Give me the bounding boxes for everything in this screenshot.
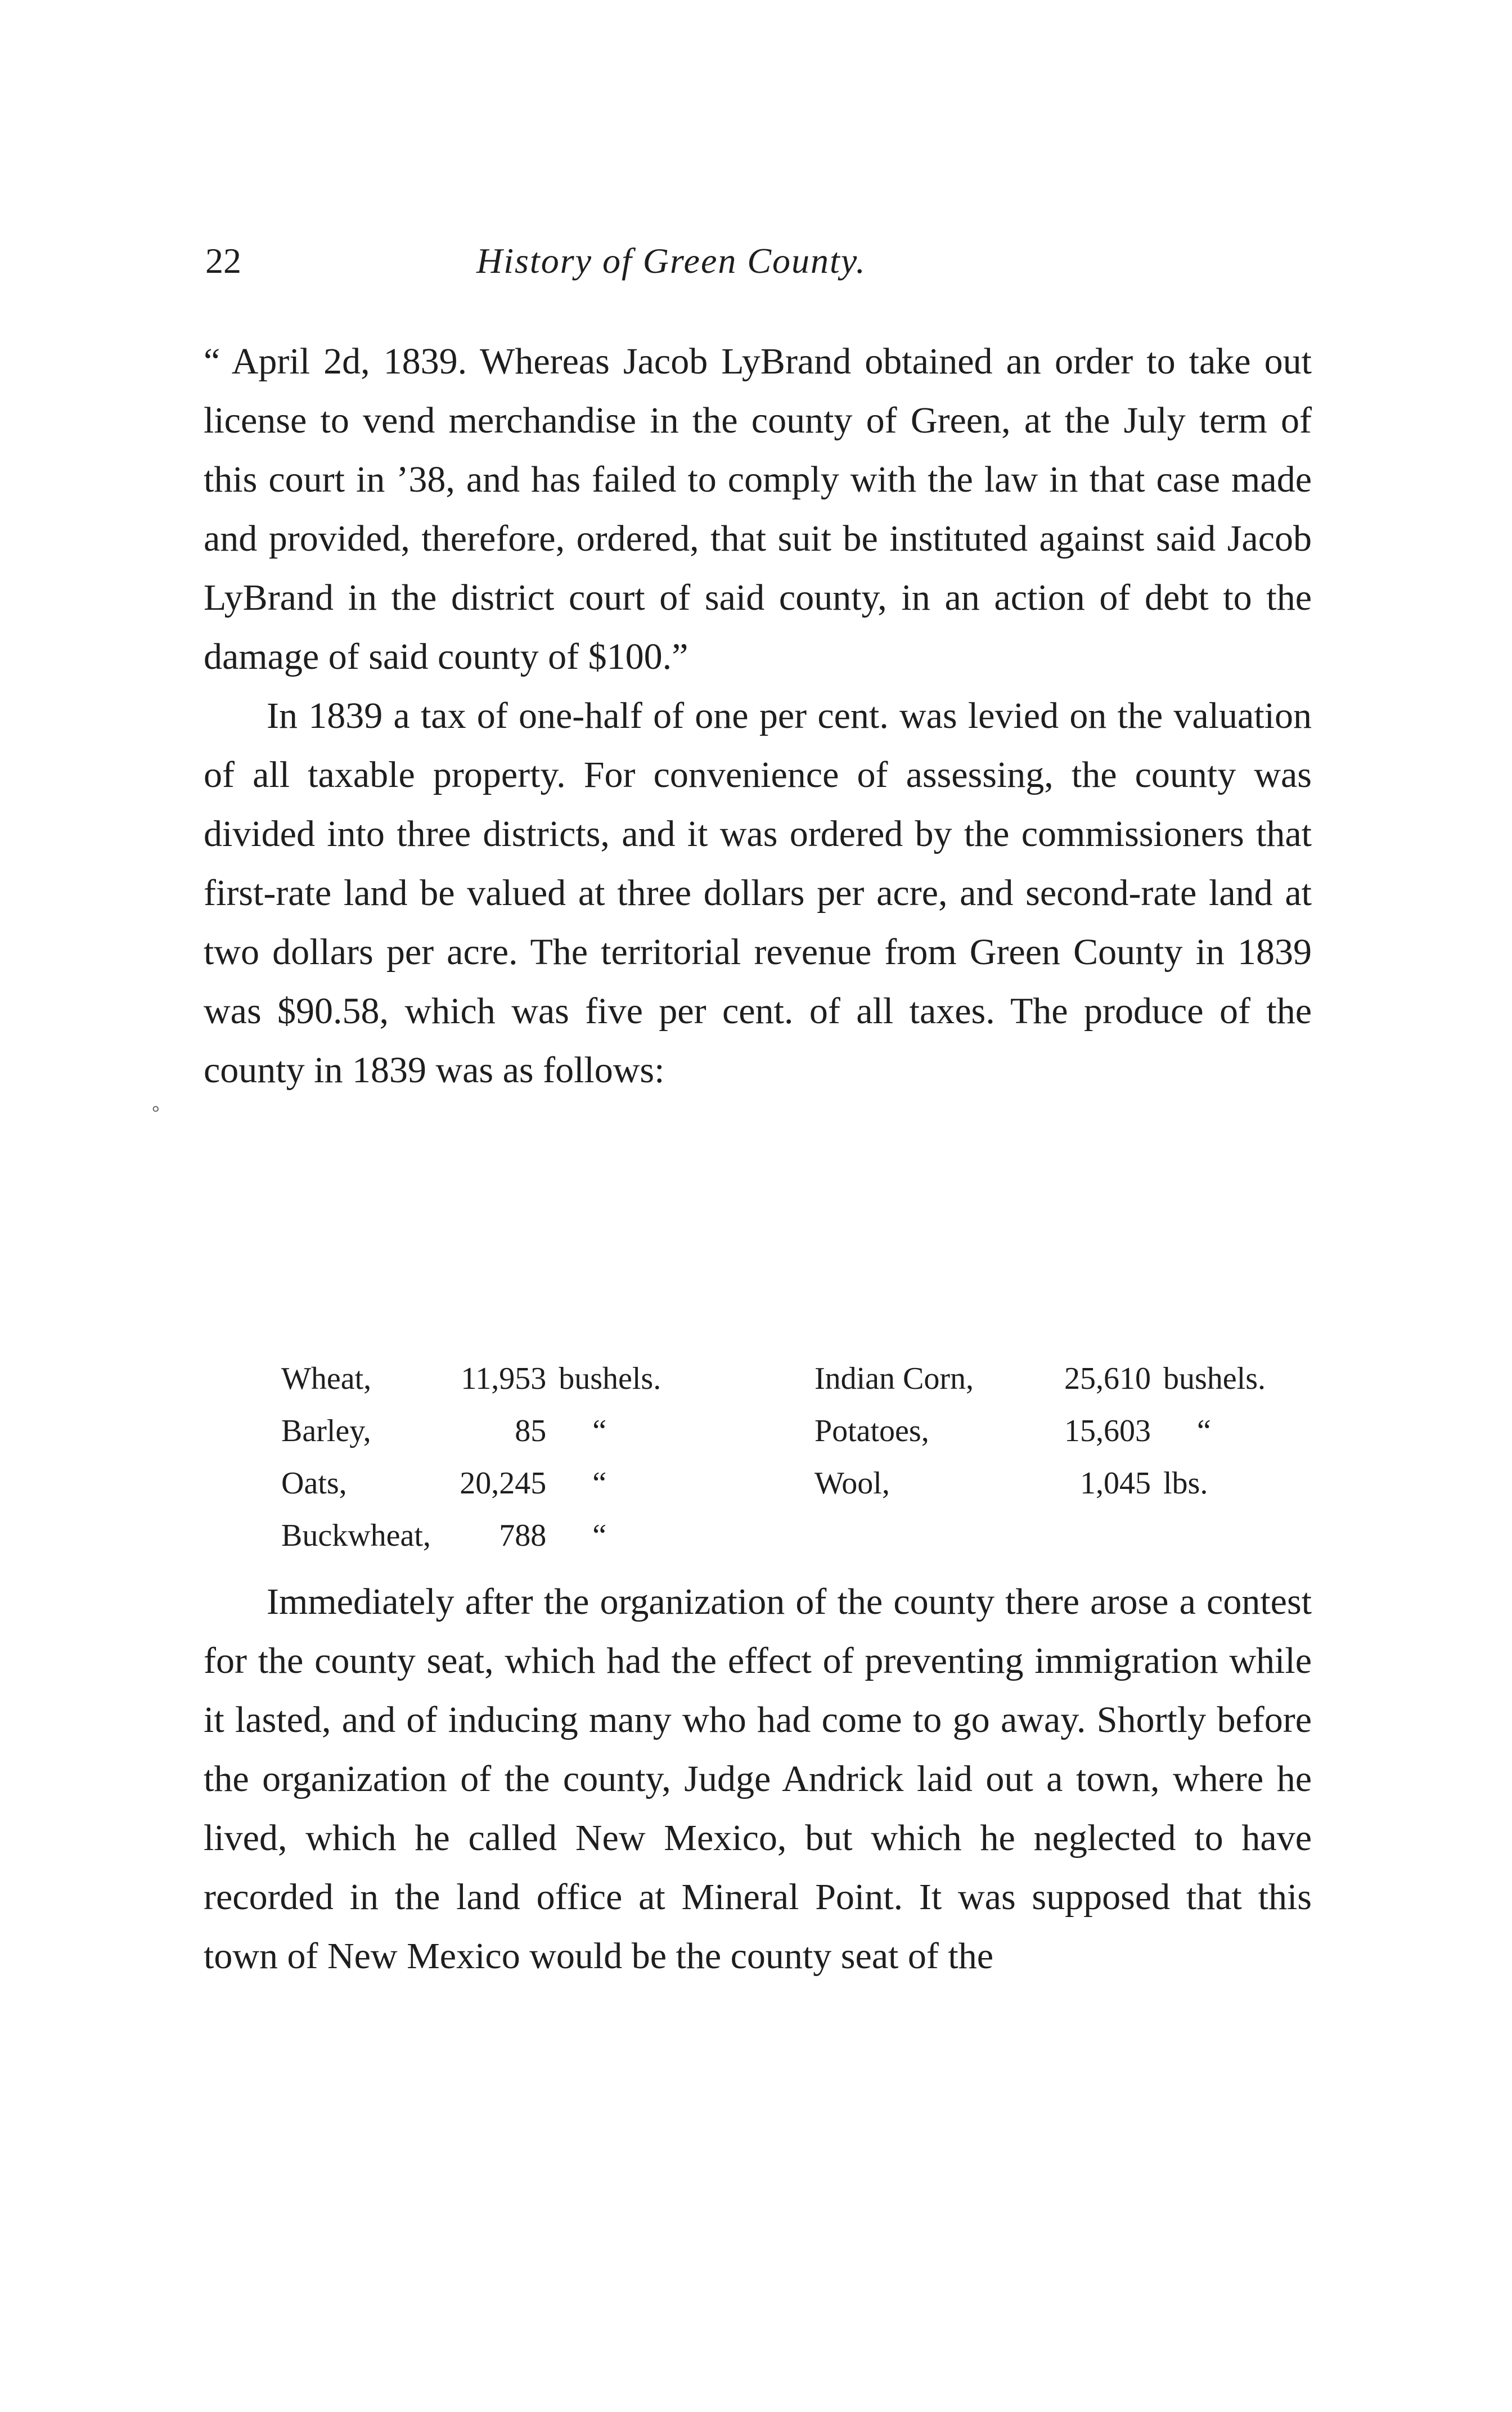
crop-name: Wool, <box>814 1466 890 1501</box>
page-number: 22 <box>205 241 241 281</box>
crop-name: Potatoes, <box>814 1414 929 1448</box>
crop-name: Barley, <box>281 1414 371 1448</box>
crop-unit <box>1151 1510 1266 1562</box>
crop-unit: “ <box>592 1414 607 1448</box>
crop-unit: bushels. <box>1163 1361 1266 1396</box>
page-header <box>205 238 1311 284</box>
table-row <box>281 1405 1266 1457</box>
crop-name: Wheat, <box>281 1361 372 1396</box>
crop-quantity <box>1032 1510 1151 1562</box>
crop-name: Indian Corn, <box>814 1361 974 1396</box>
crop-unit: lbs. <box>1163 1466 1208 1501</box>
paragraph-court-order: “ April 2d, 1839. Whereas Jacob LyBrand obtained an order to take out license to vend merchandise in the county of Green, at the July term of this court in ’38, and has failed to comply with the law in that case made and provided, therefore, ordered, that suit be instituted against said Jacob LyBrand in the district court of said county, in an action of debt to the damage of said county of $100.” <box>204 341 1312 677</box>
crop-name <box>814 1510 1032 1562</box>
crop-unit: bushels. <box>559 1361 662 1396</box>
crop-quantity: 15,603 <box>1064 1414 1151 1448</box>
crop-quantity: 20,245 <box>460 1466 547 1501</box>
crop-quantity: 11,953 <box>461 1361 547 1396</box>
crop-quantity: 85 <box>515 1414 547 1448</box>
crop-name: Buckwheat, <box>281 1518 431 1553</box>
crop-unit: “ <box>592 1518 607 1553</box>
crop-quantity: 25,610 <box>1064 1361 1151 1396</box>
text-block-bottom <box>204 1572 1312 1986</box>
margin-mark: ° <box>152 1102 160 1123</box>
table-row <box>281 1457 1266 1510</box>
crop-unit: “ <box>1197 1414 1211 1448</box>
crop-unit: “ <box>592 1466 607 1501</box>
paragraph-tax-levy: In 1839 a tax of one-half of one per cent. was levied on the valuation of all taxable property. For convenience of assessing, the county was divided into three districts, and it was ordered by the commissioners that first-rate land be valued at three dollars per acre, and second-rate land at two dollars per acre. The territorial revenue from Green County in 1839 was $90.58, which was five per cent. of all taxes. The produce of the county in 1839 was as follows: <box>204 695 1312 1091</box>
running-title: History of Green County. <box>476 241 866 281</box>
paragraph-county-seat: Immediately after the organization of the county there arose a contest for the county seat, which had the effect of preventing immigration while it lasted, and of inducing many who had come to go away. Shortly before the organization of the county, Judge Andrick laid out a town, where he lived, which he called New Mexico, but which he neglected to have recorded in the land office at Mineral Point. It was supposed that this town of New Mexico would be the county seat of the <box>204 1581 1312 1977</box>
text-block-top <box>204 332 1312 1100</box>
crop-quantity: 788 <box>499 1518 547 1553</box>
produce-table <box>281 1353 1266 1562</box>
table-row <box>281 1353 1266 1405</box>
crop-name: Oats, <box>281 1466 347 1501</box>
crop-quantity: 1,045 <box>1080 1466 1151 1501</box>
table-row <box>281 1510 1266 1562</box>
